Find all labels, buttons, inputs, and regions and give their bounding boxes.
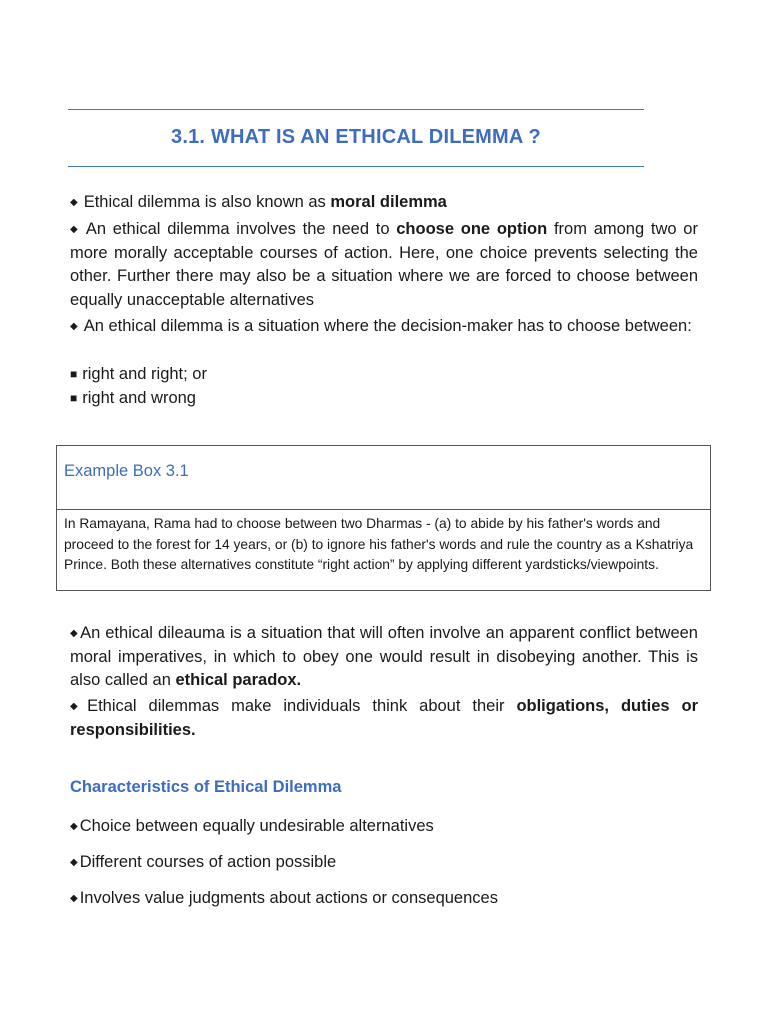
diamond-bullet-icon: ◆	[70, 821, 78, 832]
after-box-paragraph-1	[70, 622, 698, 693]
intro-paragraph-1	[70, 191, 698, 215]
diamond-bullet-icon: ◆	[70, 701, 86, 712]
after-p1-bold: ethical paradox.	[175, 671, 302, 689]
intro-p2-text-a: An ethical dilemma involves the need to	[85, 220, 397, 238]
after-p2-bold: obligations, duties or responsibilities.	[70, 697, 698, 739]
intro-paragraph-2	[70, 218, 698, 312]
title-rule-top	[68, 109, 644, 110]
example-box	[56, 445, 711, 591]
choice-item-1	[70, 363, 698, 387]
example-box-heading: Example Box 3.1	[57, 446, 710, 510]
characteristic-item-3	[70, 887, 498, 910]
square-bullet-icon: ■	[70, 367, 78, 381]
diamond-bullet-icon: ◆	[70, 857, 78, 868]
characteristic-item-1	[70, 815, 434, 838]
example-box-body: In Ramayana, Rama had to choose between two Dharmas - (a) to abide by his father's words and proceed to the forest for 14 years, or (b) to ignore his father's words and rule the country as a Kshatriya Prince. Both these alternatives constitute “right action” by applying different yardsticks/viewpoints.	[64, 516, 694, 572]
characteristics-heading: Characteristics of Ethical Dilemma	[70, 778, 342, 796]
intro-p2-text-b: from among two or more morally acceptable courses of action. Here, one choice prevents selecting the other. Further there may also be a situation where we are forced to choose between equally unacceptable alternatives	[70, 220, 698, 309]
diamond-bullet-icon: ◆	[70, 893, 78, 904]
square-bullet-icon: ■	[70, 391, 78, 405]
characteristic-item-2-text: Different courses of action possible	[79, 853, 337, 871]
diamond-bullet-icon: ◆	[70, 628, 79, 639]
diamond-bullet-icon: ◆	[70, 224, 80, 235]
intro-p3-text: An ethical dilemma is a situation where the decision-maker has to choose between:	[83, 317, 692, 335]
characteristic-item-1-text: Choice between equally undesirable alternatives	[79, 817, 434, 835]
intro-p1-bold: moral dilemma	[330, 193, 447, 211]
choice-item-1-text: right and right; or	[82, 365, 207, 383]
choice-item-2	[70, 387, 698, 411]
characteristic-item-3-text: Involves value judgments about actions or consequences	[79, 889, 498, 907]
diamond-bullet-icon: ◆	[70, 321, 78, 332]
after-p2-text: Ethical dilemmas make individuals think about their	[87, 697, 517, 715]
title-rule-bottom	[68, 166, 644, 167]
after-p1-text: An ethical dileauma is a situation that will often involve an apparent conflict between moral imperatives, in which to obey one would result in disobeying another. This is also called an	[70, 624, 698, 689]
characteristic-item-2	[70, 851, 336, 874]
diamond-bullet-icon: ◆	[70, 197, 78, 208]
intro-p2-bold: choose one option	[396, 220, 548, 238]
after-box-paragraph-2	[70, 695, 698, 742]
intro-paragraph-3	[70, 315, 698, 339]
section-title: 3.1. WHAT IS AN ETHICAL DILEMMA ?	[171, 126, 541, 148]
intro-p1-text: Ethical dilemma is also known as	[83, 193, 331, 211]
choice-item-2-text: right and wrong	[82, 389, 196, 407]
